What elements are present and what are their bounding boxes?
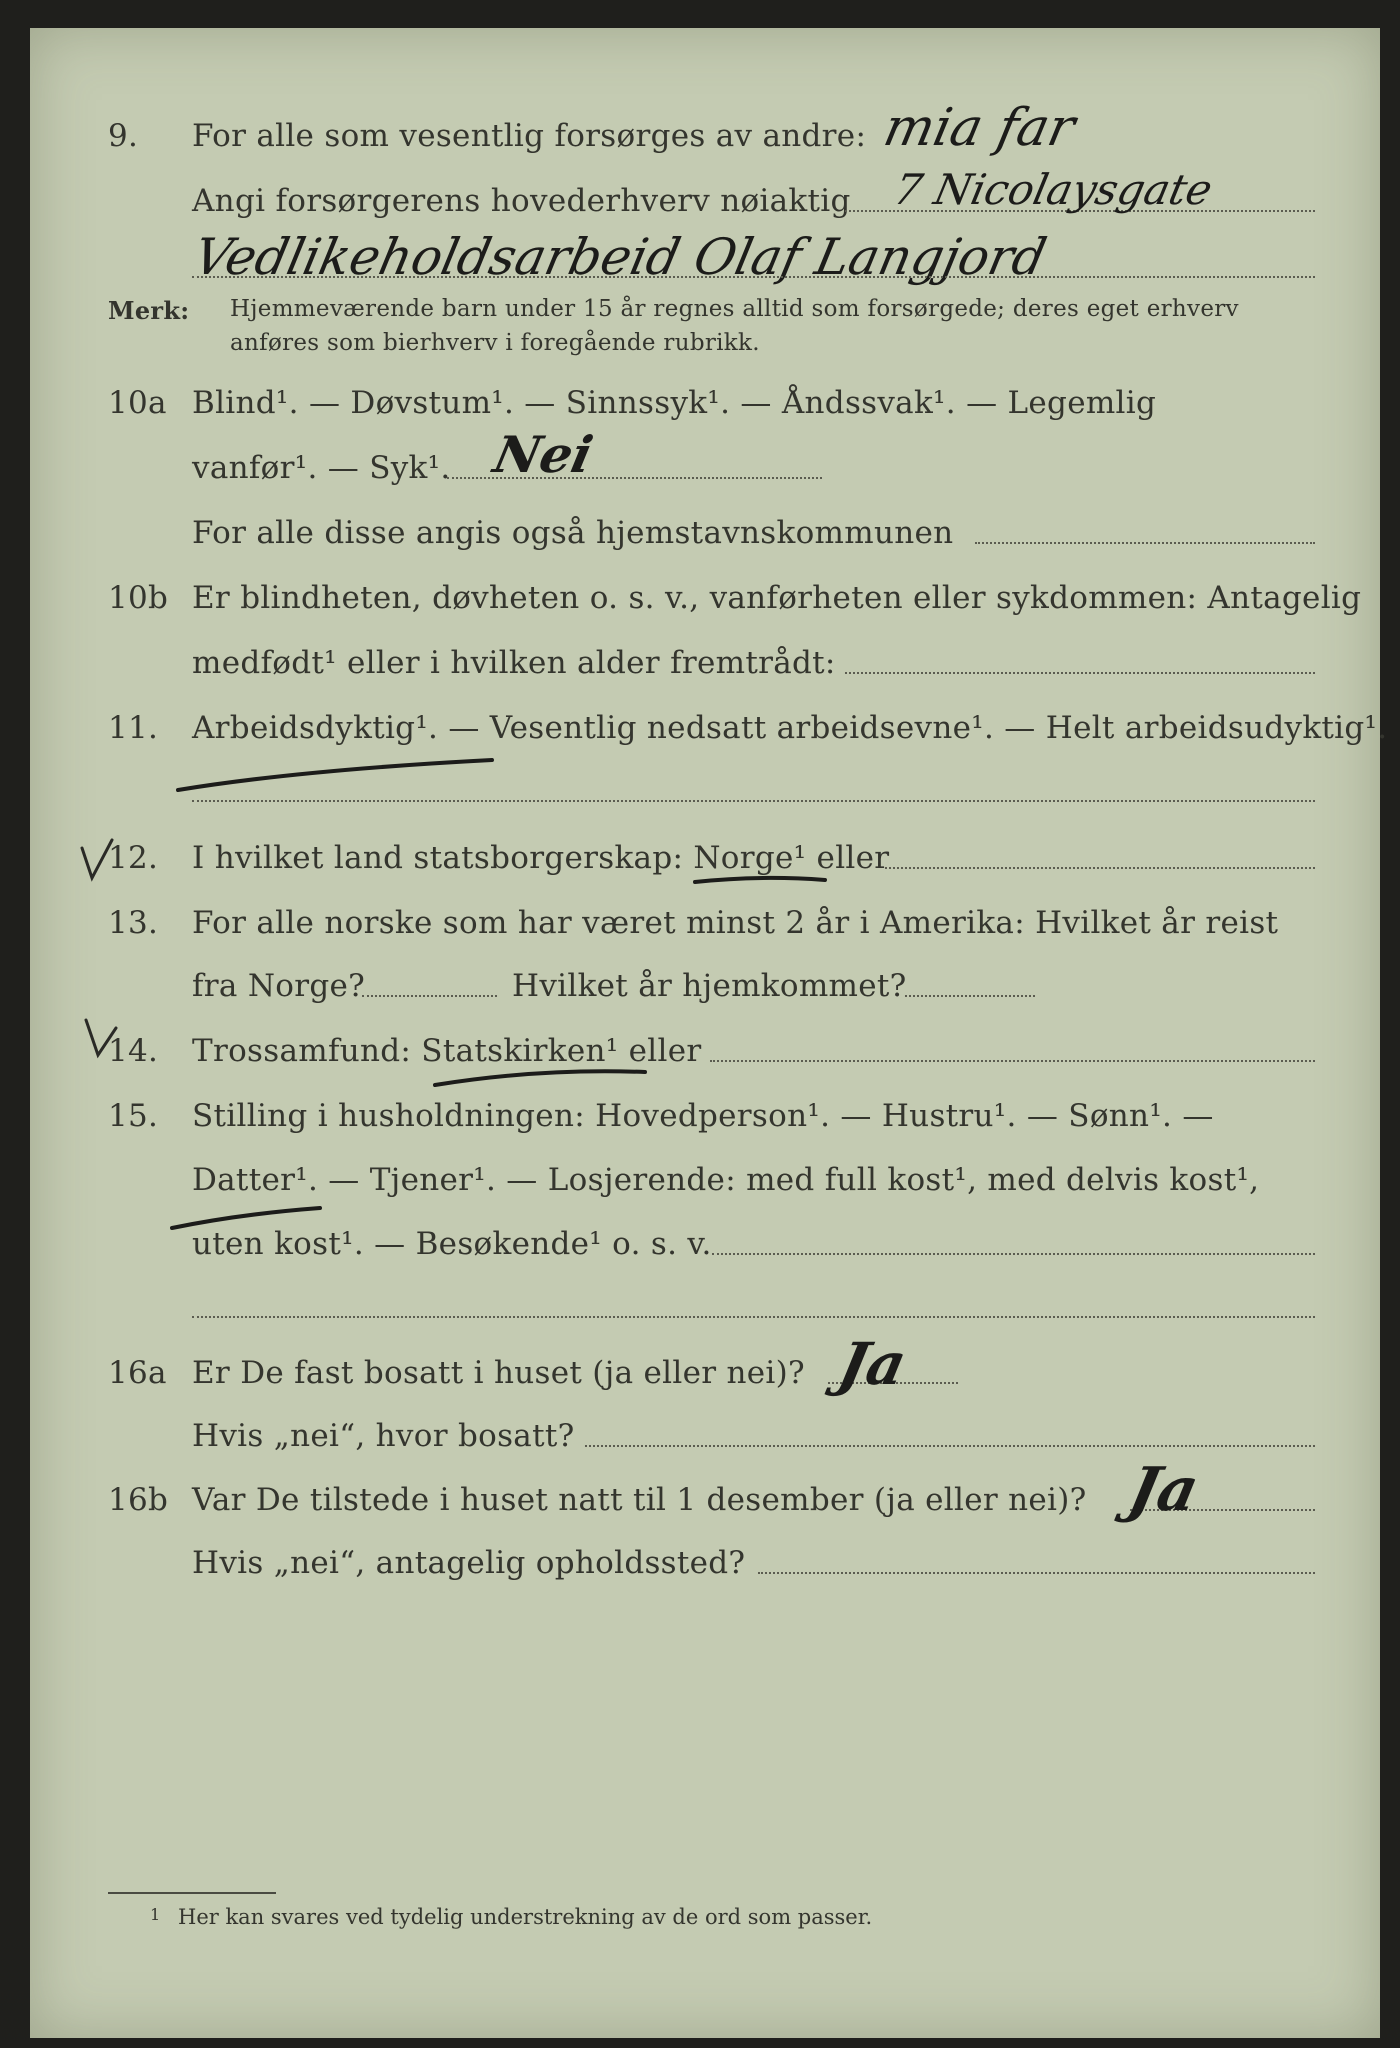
q14-tick-icon [86, 1020, 116, 1055]
q10b-number: 10b [108, 580, 169, 616]
q10b-text-1: Er blindheten, døvheten o. s. v., vanførheten eller sykdommen: Antagelig [192, 580, 1362, 616]
q13-text-1: For alle norske som har været minst 2 år i Amerika: Hvilket år reist [192, 905, 1279, 941]
footnote-marker: 1 [150, 1905, 161, 1924]
q12-tick-icon [82, 840, 112, 878]
q15-text-1: Stilling i husholdningen: Hovedperson¹. — Hustru¹. — Sønn¹. — [192, 1098, 1214, 1134]
q10a-handwriting: Nei [488, 425, 598, 484]
q10a-text-2: vanfør¹. — Syk¹. [192, 450, 451, 486]
q12-text: I hvilket land statsborgerskap: Norge¹ eller [192, 840, 890, 876]
footnote-text: Her kan svares ved tydelig understrekning av de ord som passer. [178, 1905, 873, 1929]
q10a-text-1: Blind¹. — Døvstum¹. — Sinnssyk¹. — Åndssvak¹. — Legemlig [192, 385, 1157, 421]
q16b-text-2: Hvis „nei“, antagelig opholdssted? [192, 1545, 746, 1581]
q16b-number: 16b [108, 1482, 169, 1518]
q13-number: 13. [108, 905, 159, 941]
q14-text: Trossamfund: Statskirken¹ eller [192, 1033, 702, 1069]
q16a-text-1: Er De fast bosatt i huset (ja eller nei)? [192, 1355, 805, 1391]
q10a-number: 10a [108, 385, 167, 421]
q13-text-2a: fra Norge? [192, 968, 366, 1004]
q15-text-2: Datter¹. — Tjener¹. — Losjerende: med full kost¹, med delvis kost¹, [192, 1162, 1260, 1198]
q11-number: 11. [108, 710, 159, 746]
q15-underline [172, 1208, 320, 1228]
q14-underline [435, 1071, 645, 1085]
merk-label: Merk: [108, 296, 190, 325]
q13-text-2b: Hvilket år hjemkommet? [512, 968, 907, 1004]
q9-line2-text: Angi forsørgerens hovederhverv nøiaktig [192, 183, 851, 219]
q16a-text-2: Hvis „nei“, hvor bosatt? [192, 1418, 575, 1454]
q16a-number: 16a [108, 1355, 167, 1391]
q11-pen-stroke [178, 760, 492, 790]
q9-line3-handwriting: Vedlikeholdsarbeid Olaf Langjord [188, 228, 1052, 286]
q9-number: 9. [108, 118, 139, 154]
q12-underline [695, 878, 825, 882]
q11-text: Arbeidsdyktig¹. — Vesentlig nedsatt arbeidsevne¹. — Helt arbeidsudyktig¹. [192, 710, 1388, 746]
q15-number: 15. [108, 1098, 159, 1134]
q16a-handwriting: Ja [832, 1330, 913, 1398]
q12-number: 12. [108, 840, 159, 876]
merk-text-1: Hjemmeværende barn under 15 år regnes alltid som forsørgede; deres eget erhverv [230, 296, 1239, 322]
q10a-text-3: For alle disse angis også hjemstavnskommunen [192, 515, 954, 551]
q14-number: 14. [108, 1033, 159, 1069]
q9-handwriting: mia far [878, 98, 1080, 158]
q9-line2-handwriting: 7 Nicolaysgate [889, 165, 1217, 214]
q9-text: For alle som vesentlig forsørges av andre: [192, 118, 867, 154]
q16b-text-1: Var De tilstede i huset natt til 1 desember (ja eller nei)? [192, 1482, 1087, 1518]
q16b-handwriting: Ja [1122, 1455, 1205, 1525]
q10b-text-2: medfødt¹ eller i hvilken alder fremtrådt: [192, 645, 836, 681]
merk-text-2: anføres som bierhverv i foregående rubrikk. [230, 330, 760, 356]
q15-text-3: uten kost¹. — Besøkende¹ o. s. v. [192, 1226, 712, 1262]
